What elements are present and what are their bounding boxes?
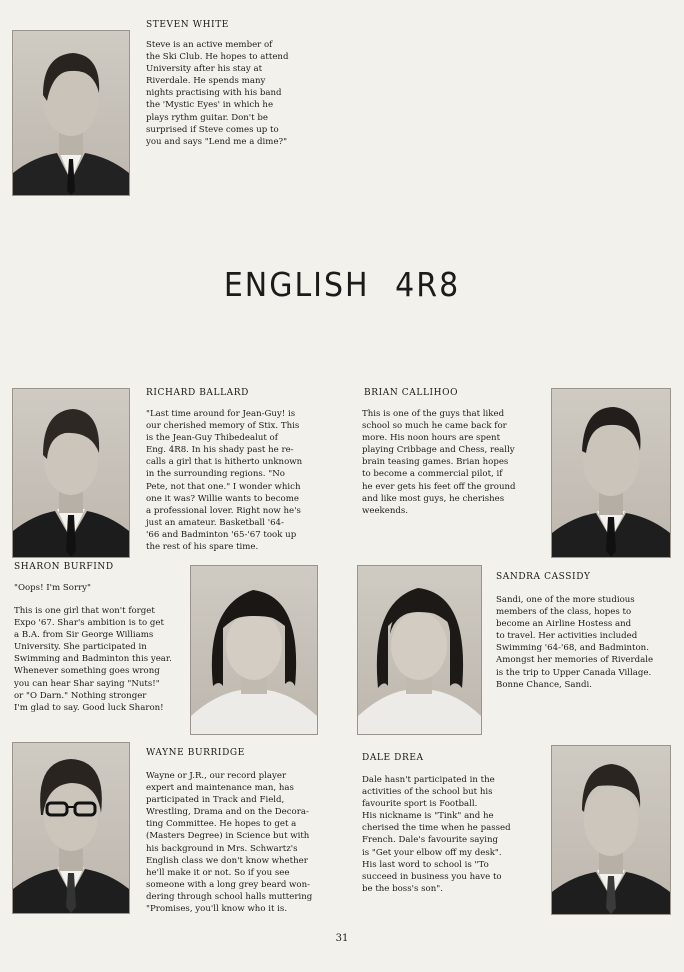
brian-callihoo-portrait [551, 388, 671, 558]
sharon-burfind-portrait [190, 565, 318, 735]
dale-drea-name: DALE DREA [362, 753, 424, 763]
sharon-burfind-name: SHARON BURFIND [14, 562, 114, 572]
richard-ballard-name: RICHARD BALLARD [146, 388, 249, 398]
sandra-cassidy-name: SANDRA CASSIDY [496, 572, 591, 582]
steven-white-bio: Steve is an active member of the Ski Club. He hopes to attend University after his stay at Riverdale. He spends many nights practising with his band the 'Mystic Eyes' in which he plays rythm guitar. Don't be surprised if Steve comes up to you and says "Lend me a dime?" [146, 40, 289, 147]
brian-callihoo-name: BRIAN CALLIHOO [364, 388, 459, 398]
class-heading: ENGLISH 4R8 [223, 266, 461, 305]
page-number: 31 [335, 933, 349, 944]
wayne-burridge-name: WAYNE BURRIDGE [146, 748, 245, 758]
sharon-burfind-quote: "Oops! I'm Sorry" [14, 583, 91, 593]
steven-white-name: STEVEN WHITE [146, 20, 229, 30]
dale-drea-bio: Dale hasn't participated in the activities of the school but his favourite sport is Football. His nickname is "Tink" and he cherised the time when he passed French. Dale's favourite saying is "Get your elbow off my desk". His last word to school is "To succeed in business you have to be the boss's son". [362, 775, 511, 894]
sharon-burfind-bio: This is one girl that won't forget Expo '67. Shar's ambition is to get a B.A. from Sir George Williams University. She participated in Swimming and Badminton this year. Whenever something goes wrong you can hear Shar saying "Nuts!" or "O Darn." Nothing stronger I'm glad to say. Good luck Sharon! [14, 606, 172, 713]
dale-drea-portrait [551, 745, 671, 915]
brian-callihoo-bio: This is one of the guys that liked school so much he came back for more. His noon hours are spent playing Cribbage and Chess, really brain teasing games. Brian hopes to become a commercial pilot, if he ever gets his feet off the ground and like most guys, he cherishes weekends. [362, 409, 516, 516]
richard-ballard-bio: "Last time around for Jean-Guy! is our cherished memory of Stix. This is the Jean-Guy Thibedealut of Eng. 4R8. In his shady past he re- calls a girl that is hitherto unknown in the surrounding regions. "No Pete, not that one." I wonder which one it was? Willie wants to become a professional lover. Right now he's just an amateur. Basketball '64- '66 and Badminton '65-'67 took up the rest of his spare time. [146, 409, 303, 553]
steven-white-portrait [12, 30, 130, 196]
wayne-burridge-portrait [12, 742, 130, 914]
sandra-cassidy-portrait [357, 565, 482, 735]
wayne-burridge-bio: Wayne or J.R., our record player expert and maintenance man, has participated in Track and Field, Wrestling, Drama and on the Decora- ting Committee. He hopes to get a (Masters Degree) in Science but with his background in Mrs. Schwartz's English class we don't know whether he'll make it or not. So if you see someone with a long grey beard won- dering through school halls muttering "Promises, you'll know who it is. [146, 771, 313, 915]
sandra-cassidy-bio: Sandi, one of the more studious members of the class, hopes to become an Airline Hostess and to travel. Her activities included Swimming '64-'68, and Badminton. Amongst her memories of Riverdale is the trip to Upper Canada Village. Bonne Chance, Sandi. [496, 595, 654, 690]
richard-ballard-portrait [12, 388, 130, 558]
